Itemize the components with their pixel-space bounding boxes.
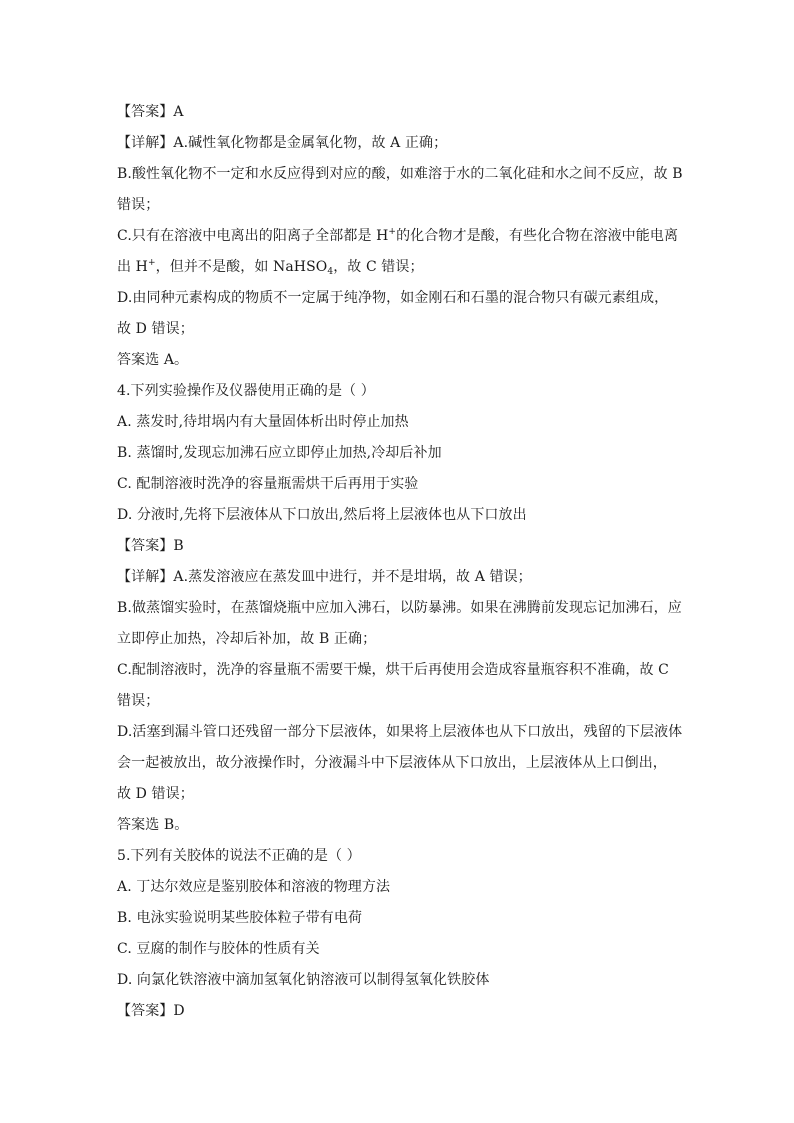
explanation-line: C.配制溶液时，洗净的容量瓶不需要干燥，烘干后再使用会造成容量瓶容积不准确，故 C bbox=[117, 662, 669, 678]
question-option: B. 电泳实验说明某些胶体粒子带有电荷 bbox=[117, 910, 363, 926]
answer-label: 【答案】D bbox=[117, 1003, 185, 1019]
explanation-line: 【详解】A.蒸发溶液应在蒸发皿中进行，并不是坩埚，故 A 错误； bbox=[117, 569, 532, 585]
explanation-line: 错误； bbox=[117, 693, 160, 709]
question-option: B. 蒸馏时,发现忘加沸石应立即停止加热,冷却后补加 bbox=[117, 445, 442, 461]
explanation-line: 会一起被放出，故分液操作时，分液漏斗中下层液体从下口放出，上层液体从上口倒出， bbox=[117, 755, 667, 771]
question-option: A. 丁达尔效应是鉴别胶体和溶液的物理方法 bbox=[117, 879, 391, 895]
explanation-line: D.活塞到漏斗管口还残留一部分下层液体，如果将上层液体也从下口放出，残留的下层液体 bbox=[117, 724, 683, 740]
explanation-line bbox=[117, 252, 677, 283]
superscript: + bbox=[388, 227, 397, 237]
explanation-line: B.做蒸馏实验时，在蒸馏烧瓶中应加入沸石，以防暴沸。如果在沸腾前发现忘记加沸石，应 bbox=[117, 600, 682, 616]
superscript: + bbox=[147, 258, 156, 268]
question-stem: 4.下列实验操作及仪器使用正确的是（ ） bbox=[117, 383, 375, 399]
text-segment: C.只有在溶液中电离出的阳离子全部都是 H bbox=[117, 228, 389, 244]
explanation-line: 【详解】A.碱性氧化物都是金属氧化物，故 A 正确； bbox=[117, 135, 448, 151]
question-option: C. 豆腐的制作与胶体的性质有关 bbox=[117, 941, 320, 957]
question-option: A. 蒸发时,待坩埚内有大量固体析出时停止加热 bbox=[117, 414, 409, 430]
question-stem: 5.下列有关胶体的说法不正确的是（ ） bbox=[117, 848, 361, 864]
explanation-line: 故 D 错误； bbox=[117, 786, 194, 802]
explanation-line bbox=[117, 221, 677, 252]
answer-choice: 答案选 A。 bbox=[117, 352, 189, 368]
subscript: 4 bbox=[327, 267, 334, 277]
answer-choice: 答案选 B。 bbox=[117, 817, 189, 833]
explanation-line: B.酸性氧化物不一定和水反应得到对应的酸，如难溶于水的二氧化硅和水之间不反应，故 B bbox=[117, 166, 683, 182]
text-segment: ，但并不是酸，如 NaHSO bbox=[155, 259, 328, 275]
text-segment: 出 H bbox=[117, 259, 148, 275]
question-option: D. 分液时,先将下层液体从下口放出,然后将上层液体也从下口放出 bbox=[117, 507, 527, 523]
explanation-line: 故 D 错误； bbox=[117, 321, 194, 337]
text-segment: ，故 C 错误； bbox=[333, 259, 424, 275]
answer-label: 【答案】A bbox=[117, 104, 184, 120]
question-option: C. 配制溶液时洗净的容量瓶需烘干后再用于实验 bbox=[117, 476, 419, 492]
explanation-line: 错误； bbox=[117, 197, 160, 213]
explanation-line: 立即停止加热，冷却后补加，故 B 正确； bbox=[117, 631, 377, 647]
explanation-line: D.由同种元素构成的物质不一定属于纯净物，如金刚石和石墨的混合物只有碳元素组成， bbox=[117, 290, 669, 306]
document-page bbox=[117, 97, 683, 1027]
text-segment: 的化合物才是酸，有些化合物在溶液中能电离 bbox=[396, 228, 679, 244]
question-option: D. 向氯化铁溶液中滴加氢氧化钠溶液可以制得氢氧化铁胶体 bbox=[117, 972, 490, 988]
answer-label: 【答案】B bbox=[117, 538, 184, 554]
